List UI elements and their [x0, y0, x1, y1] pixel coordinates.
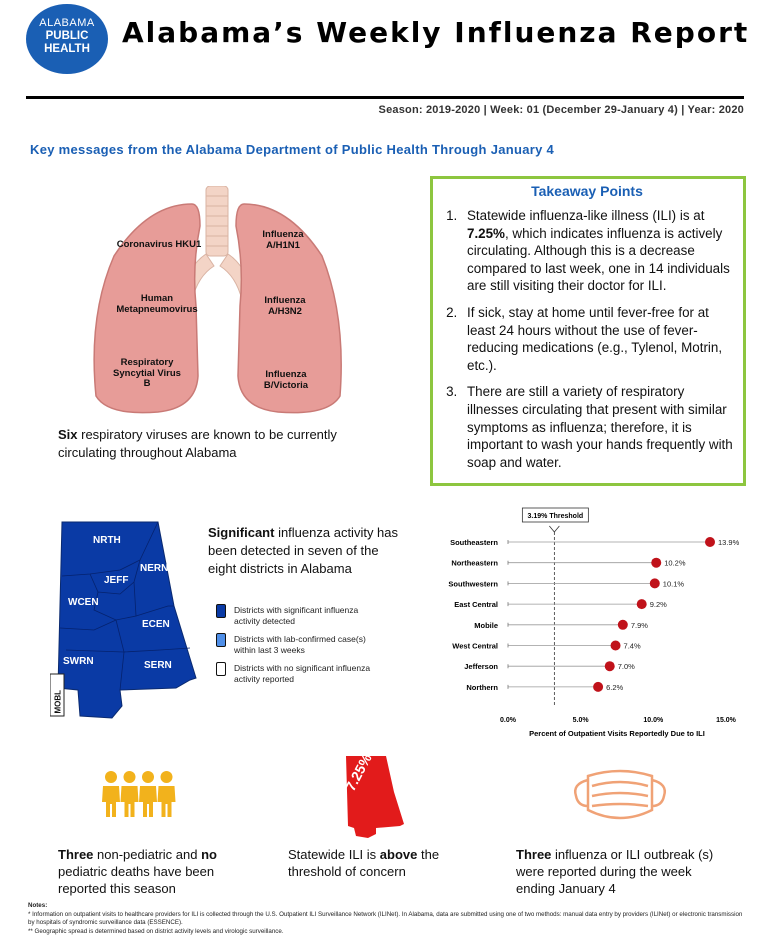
ili-text-1: Statewide ILI is [288, 847, 380, 862]
takeaway-list [441, 207, 733, 471]
legend-swatch-lab [216, 633, 226, 647]
takeaway-text: Statewide influenza-like illness (ILI) is at [467, 208, 705, 223]
value-label: 6.2% [606, 682, 624, 692]
notes-line-1: * Information on outpatient visits to healthcare providers for ILI is collected through the U.S. Outpatient ILI Surveillance Network (ILINet). In Alabama, data are submitted using one of two methods: manual data entry by providers (ILINet) or electronic transmission by hospitals of syndromic surveillance data (ESSENCE). [28, 910, 743, 926]
data-point [705, 537, 715, 547]
category-label: Southeastern [450, 538, 498, 547]
district-wcen: WCEN [68, 597, 99, 608]
category-label: Mobile [474, 620, 498, 630]
value-label: 10.1% [662, 579, 685, 589]
virus-label-h1n1: Influenza A/H1N1 [262, 229, 304, 251]
district-nrth: NRTH [93, 535, 121, 546]
category-label: Northeastern [451, 558, 498, 568]
person-head [142, 771, 154, 783]
category-label: Northern [466, 682, 498, 692]
takeaway-item [461, 383, 733, 471]
outbreak-text [516, 846, 726, 897]
deaths-bold-2: no [201, 847, 217, 862]
ili-badge: 7.25% [342, 750, 375, 794]
data-point [650, 578, 660, 588]
virus-label-metapneumovirus: Human Metapneumovirus [116, 293, 198, 315]
category-label: West Central [452, 641, 498, 651]
x-tick-label: 10.0% [643, 717, 664, 724]
category-label: Jefferson [464, 662, 498, 672]
x-tick-label: 0.0% [500, 717, 516, 724]
district-swrn: SWRN [63, 656, 94, 667]
district-mobl: MOBL [53, 689, 63, 714]
category-label: Southwestern [448, 579, 498, 589]
deaths-text-2: pediatric deaths have been reported this season [58, 864, 215, 896]
legend-lab-confirmed: Districts with lab-confirmed case(s) within last 3 weeks [234, 634, 366, 655]
value-label: 7.9% [630, 620, 648, 630]
district-sern: SERN [144, 660, 172, 671]
report-title: Alabama’s Weekly Influenza Report [122, 16, 750, 49]
outbreak-rest: influenza or ILI outbreak (s) were reported during the week ending January 4 [516, 847, 714, 896]
category-label: East Central [454, 600, 498, 610]
significant-text [208, 524, 408, 578]
notes-title: Notes: [28, 902, 48, 909]
significant-bold: Significant [208, 525, 275, 540]
value-label: 7.4% [623, 641, 641, 651]
virus-label-h3n2: Influenza A/H3N2 [264, 295, 306, 317]
takeaway-box [430, 176, 746, 486]
takeaway-bold: 7.25% [467, 225, 505, 241]
value-label: 7.0% [617, 662, 635, 672]
six-rest: respiratory viruses are known to be currently circulating throughout Alabama [58, 427, 337, 460]
data-point [611, 641, 621, 651]
takeaway-text: , which indicates influenza is actively circulating. Although this is a decrease compared to last week, one in 14 individuals are still visiting their doctor for ILI. [467, 225, 730, 294]
ili-text [288, 846, 488, 880]
takeaway-text: There are still a variety of respiratory illnesses circulating that present with similar symptoms as influenza; therefore, it is important to wash your hands frequently with soap and water. [467, 384, 733, 470]
virus-label-rsv-b: Respiratory Syncytial Virus B [113, 357, 181, 389]
value-label: 9.2% [649, 600, 667, 610]
data-point [618, 620, 628, 630]
x-axis-label: Percent of Outpatient Visits Reportedly Due to ILI [529, 729, 705, 738]
notes-line-2: ** Geographic spread is determined based on district activity levels and virologic surveillance. [28, 927, 284, 935]
threshold-arrow [549, 526, 559, 532]
takeaway-title: Takeaway Points [531, 183, 643, 199]
person-head [105, 771, 117, 783]
data-point [593, 682, 603, 692]
face-mask-icon [570, 766, 670, 824]
legend-swatch-significant [216, 604, 226, 618]
lungs-graphic [88, 186, 348, 423]
legend-swatch-none [216, 662, 226, 676]
takeaway-item [461, 207, 733, 295]
deaths-text-1: non-pediatric and [93, 847, 202, 862]
header-divider [26, 96, 744, 99]
value-label: 13.9% [718, 538, 740, 547]
threshold-label: 3.19% Threshold [527, 513, 584, 520]
person-body [139, 786, 157, 817]
people-icon [102, 770, 176, 818]
ili-bold: above [379, 847, 418, 862]
district-jeff: JEFF [104, 575, 129, 586]
value-label: 10.2% [664, 558, 686, 568]
person-body [158, 786, 176, 817]
person-head [161, 771, 173, 783]
district-nern: NERN [140, 563, 169, 574]
ili-by-district-chart [430, 506, 750, 751]
x-tick-label: 5.0% [572, 717, 589, 724]
deaths-text [58, 846, 258, 897]
virus-label-coronavirus: Coronavirus HKU1 [116, 239, 202, 250]
alabama-district-map [50, 520, 200, 725]
six-bold: Six [58, 427, 78, 442]
x-tick-label: 15.0% [716, 717, 736, 724]
six-viruses-text [58, 426, 378, 462]
logo-line-2: PUBLIC [45, 30, 89, 42]
notes [28, 902, 748, 936]
data-point [637, 599, 647, 609]
adph-logo [26, 4, 108, 74]
person-head [124, 771, 136, 783]
season-line: Season: 2019-2020 | Week: 01 (December 29-January 4) | Year: 2020 [378, 104, 744, 116]
key-messages-heading: Key messages from the Alabama Department of Public Health Through January 4 [30, 142, 555, 157]
data-point [605, 661, 615, 671]
deaths-bold-1: Three [58, 847, 94, 862]
data-point [651, 558, 661, 568]
person-body [102, 786, 120, 817]
alabama-map-icon [50, 520, 200, 720]
outbreak-bold: Three [516, 847, 552, 862]
logo-line-3: HEALTH [44, 43, 90, 55]
person-body [121, 786, 139, 817]
virus-label-b-victoria: Influenza B/Victoria [263, 369, 309, 391]
legend-none: Districts with no significant influenza activity reported [234, 663, 371, 684]
legend-significant: Districts with significant influenza activity detected [234, 605, 359, 626]
takeaway-text: If sick, stay at home until fever-free for at least 24 hours without the use of fever-reducing medications (e.g., Tylenol, Motrin, etc.). [467, 304, 723, 373]
dot-chart-svg [430, 506, 750, 746]
district-ecen: ECEN [142, 619, 170, 630]
ili-text-2: the threshold of concern [288, 847, 440, 879]
logo-line-1: ALABAMA [39, 17, 95, 29]
takeaway-item [461, 304, 733, 374]
significant-rest: influenza activity has been detected in seven of the eight districts in Alabama [208, 525, 399, 576]
